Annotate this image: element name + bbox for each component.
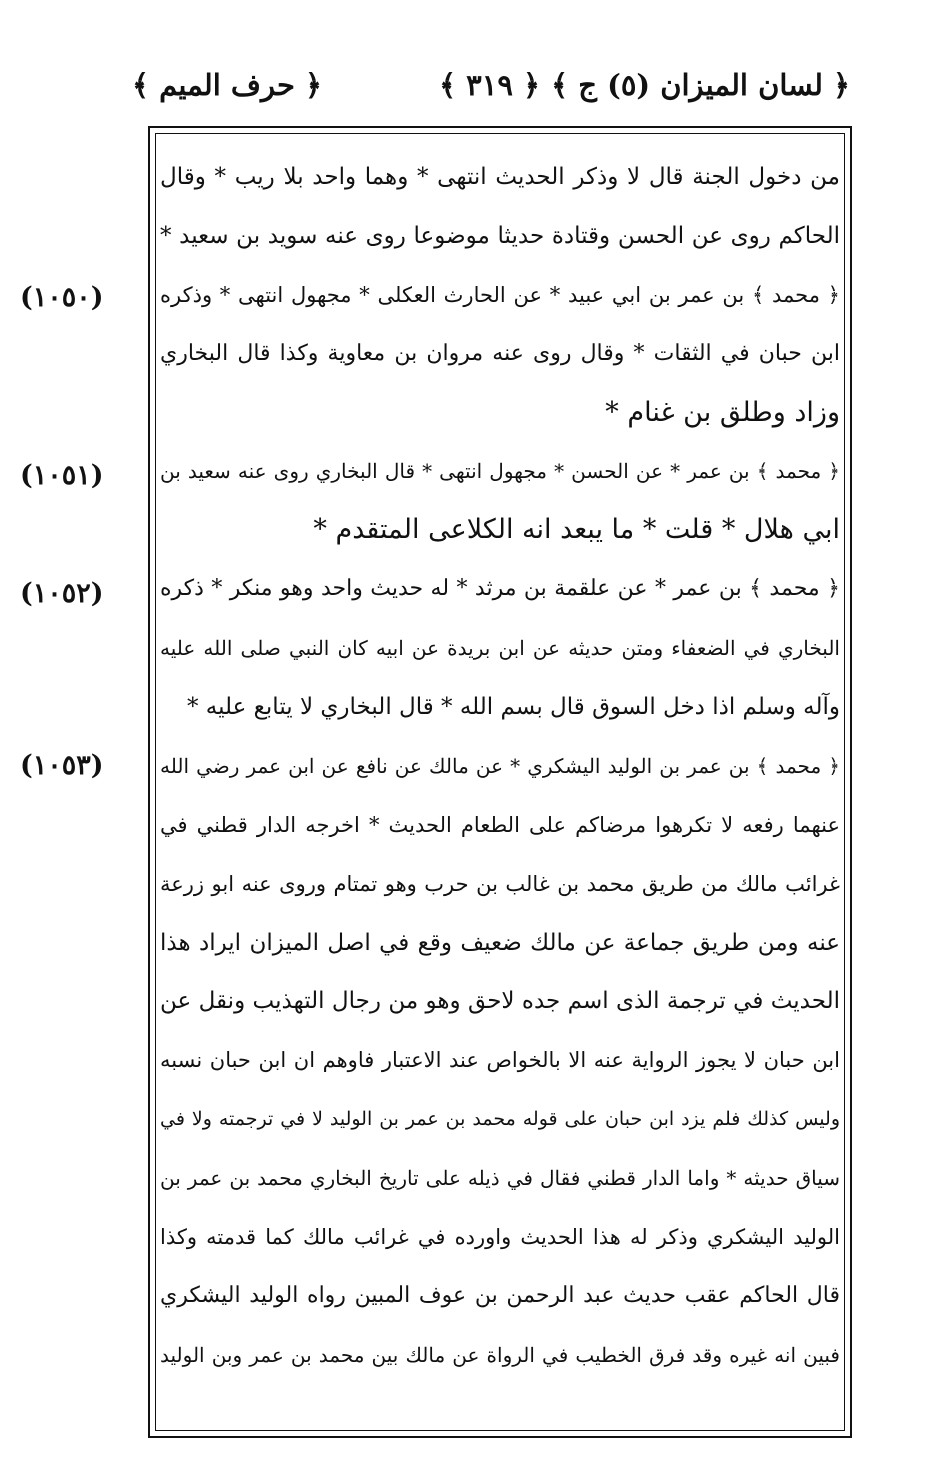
text-line: وزاد وطلق بن غنام * — [605, 396, 840, 428]
text-line: الحديث في ترجمة الذى اسم جده لاحق وهو من رجال التهذيب ونقل عن — [160, 988, 840, 1015]
body-text — [160, 148, 840, 1385]
text-line: وآله وسلم اذا دخل السوق قال بسم الله * قال البخاري لا يتابع عليه * — [186, 694, 840, 721]
page-number: ﴿ ٣١٩ ﴾ — [439, 68, 540, 102]
text-line: عنهما رفعه لا تكرهوا مرضاكم على الطعام الحديث * اخرجه الدار قطني في — [160, 812, 840, 837]
section-title: ﴿ حرف الميم ﴾ — [132, 68, 322, 102]
text-line: من دخول الجنة قال لا وذكر الحديث انتهى * وهما واحد بلا ريب * وقال — [160, 164, 840, 190]
text-line: سياق حديثه * واما الدار قطني فقال في ذيله على تاريخ البخاري محمد بن عمر بن — [160, 1166, 840, 1191]
text-line: الوليد اليشكري وذكر له هذا الحديث واورده في غرائب مالك كما قدمته وكذا — [160, 1225, 840, 1250]
text-line: قال الحاكم عقب حديث عبد الرحمن بن عوف المبين رواه الوليد اليشكري — [160, 1282, 840, 1308]
text-line: ﴿ محمد ﴾ بن عمر بن الوليد اليشكري * عن مالك عن نافع عن ابن عمر رضي الله — [160, 753, 840, 778]
text-line: ابي هلال * قلت * ما يبعد انه الكلاعى المتقدم * — [313, 514, 840, 546]
book-title: ﴿ لسان الميزان (٥) ج ﴾ — [551, 68, 850, 102]
text-line: ﴿ محمد ﴾ بن عمر * عن الحسن * مجهول انتهى * قال البخاري روى عنه سعيد بن — [160, 459, 840, 484]
text-line: ﴿ محمد ﴾ بن عمر * عن علقمة بن مرثد * له حديث واحد وهو منكر * ذكره — [160, 576, 840, 602]
text-line: ابن حبان لا يجوز الرواية عنه الا بالخواص عند الاعتبار فاوهم ان ابن حبان نسبه — [160, 1048, 840, 1073]
text-line: ابن حبان في الثقات * وقال روى عنه مروان بن معاوية وكذا قال البخاري — [160, 340, 840, 366]
text-line: الحاكم روى عن الحسن وقتادة حديثا موضوعا روى عنه سويد بن سعيد * — [160, 222, 840, 249]
text-line: وليس كذلك فلم يزد ابن حبان على قوله محمد بن عمر بن الوليد لا في ترجمته ولا في — [160, 1108, 840, 1131]
entry-number: (١٠٥١) — [20, 460, 104, 491]
text-line: البخاري في الضعفاء ومتن حديثه عن ابن بريدة عن ابيه كان النبي صلى الله عليه — [160, 636, 840, 661]
text-line: غرائب مالك من طريق محمد بن غالب بن حرب وهو تمتام وروى عنه ابو زرعة — [160, 871, 840, 896]
text-line: فبين انه غيره وقد فرق الخطيب في الرواة عن مالك بين محمد بن عمر وبن الوليد — [160, 1342, 840, 1367]
text-line: ﴿ محمد ﴾ بن عمر بن ابي عبيد * عن الحارث العكلى * مجهول انتهى * وذكره — [160, 282, 840, 307]
page-header — [132, 68, 850, 124]
entry-number: (١٠٥٠) — [20, 282, 104, 313]
entry-number: (١٠٥٣) — [20, 750, 104, 781]
entry-number: (١٠٥٢) — [20, 578, 104, 609]
text-line: عنه ومن طريق جماعة عن مالك ضعيف وقع في اصل الميزان ايراد هذا — [160, 929, 840, 956]
